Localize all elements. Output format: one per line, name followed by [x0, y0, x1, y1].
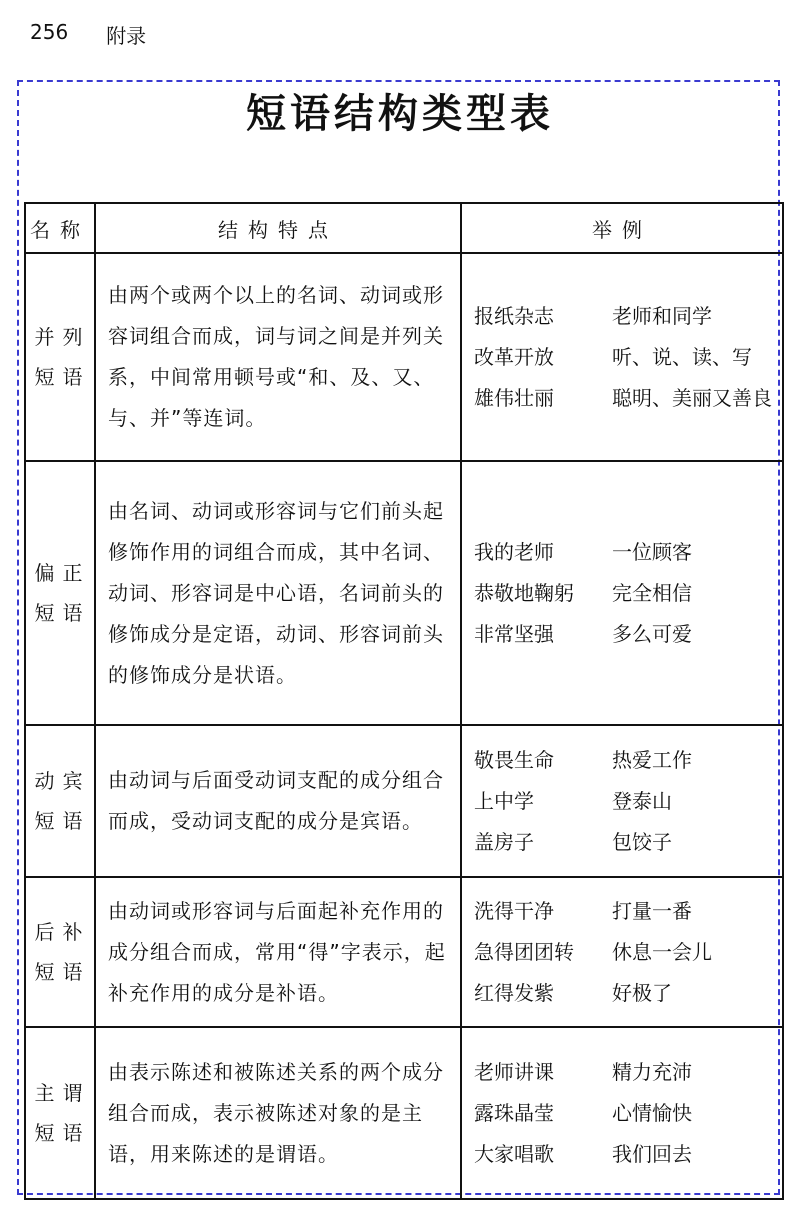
example-item: 休息一会儿	[612, 939, 712, 964]
example-line	[474, 1093, 776, 1134]
row-name-line: 短语	[34, 960, 91, 984]
example-line	[474, 378, 776, 419]
example-item: 一位顾客	[612, 539, 692, 564]
phrase-structure-table	[24, 202, 784, 1200]
table-row	[25, 725, 783, 877]
row-name	[25, 253, 95, 461]
section-label: 附录	[106, 24, 147, 48]
example-item: 老师讲课	[474, 1059, 554, 1084]
example-item: 我的老师	[474, 539, 554, 564]
example-item: 上中学	[474, 788, 534, 813]
example-item: 听、说、读、写	[612, 344, 752, 369]
row-name	[25, 725, 95, 877]
row-examples	[461, 253, 783, 461]
example-item: 心情愉快	[612, 1100, 692, 1125]
example-item: 登泰山	[612, 788, 672, 813]
example-item: 洗得干净	[474, 898, 554, 923]
example-line	[474, 973, 776, 1014]
example-item: 精力充沛	[612, 1059, 692, 1084]
table-row	[25, 461, 783, 725]
row-name-line: 后补	[34, 920, 91, 944]
row-description: 由表示陈述和被陈述关系的两个成分组合而成，表示被陈述对象的是主语，用来陈述的是谓语。	[95, 1027, 461, 1199]
row-name-line: 短语	[34, 601, 91, 625]
example-item: 大家唱歌	[474, 1141, 554, 1166]
row-name-line: 偏正	[34, 561, 91, 585]
row-examples	[461, 877, 783, 1027]
example-line	[474, 822, 776, 863]
row-name-line: 主谓	[34, 1081, 91, 1105]
example-item: 打量一番	[612, 898, 692, 923]
header-name: 名称	[25, 203, 95, 253]
row-name-line: 短语	[34, 365, 91, 389]
row-description: 由动词与后面受动词支配的成分组合而成，受动词支配的成分是宾语。	[95, 725, 461, 877]
example-line	[474, 740, 776, 781]
example-item: 雄伟壮丽	[474, 385, 554, 410]
row-name-line: 短语	[34, 1121, 91, 1145]
row-description: 由名词、动词或形容词与它们前头起修饰作用的词组合而成，其中名词、动词、形容词是中心语，名词前头的修饰成分是定语，动词、形容词前头的修饰成分是状语。	[95, 461, 461, 725]
example-item: 老师和同学	[612, 303, 712, 328]
example-line	[474, 573, 776, 614]
example-item: 急得团团转	[474, 939, 574, 964]
row-name	[25, 877, 95, 1027]
row-description: 由两个或两个以上的名词、动词或形容词组合而成，词与词之间是并列关系，中间常用顿号或“和、及、又、与、并”等连词。	[95, 253, 461, 461]
example-line	[474, 296, 776, 337]
example-line	[474, 1134, 776, 1175]
row-name	[25, 1027, 95, 1199]
header-features: 结构特点	[95, 203, 461, 253]
row-name-line: 短语	[34, 809, 91, 833]
example-item: 热爱工作	[612, 747, 692, 772]
example-item: 恭敬地鞠躬	[474, 580, 574, 605]
example-item: 完全相信	[612, 580, 692, 605]
example-line	[474, 614, 776, 655]
example-item: 改革开放	[474, 344, 554, 369]
example-line	[474, 932, 776, 973]
example-item: 好极了	[612, 980, 672, 1005]
example-line	[474, 532, 776, 573]
example-item: 敬畏生命	[474, 747, 554, 772]
page-header	[30, 20, 146, 49]
table-header-row	[25, 203, 783, 253]
example-item: 报纸杂志	[474, 303, 554, 328]
row-name-line: 动宾	[34, 769, 91, 793]
row-examples	[461, 461, 783, 725]
example-item: 非常坚强	[474, 621, 554, 646]
page-number: 256	[30, 20, 69, 44]
row-examples	[461, 725, 783, 877]
row-description: 由动词或形容词与后面起补充作用的成分组合而成，常用“得”字表示，起补充作用的成分是补语。	[95, 877, 461, 1027]
row-name-line: 并列	[34, 325, 91, 349]
header-examples: 举例	[461, 203, 783, 253]
table-row	[25, 253, 783, 461]
example-line	[474, 781, 776, 822]
example-item: 露珠晶莹	[474, 1100, 554, 1125]
table-row	[25, 1027, 783, 1199]
row-name	[25, 461, 95, 725]
example-item: 聪明、美丽又善良	[612, 385, 772, 410]
row-examples	[461, 1027, 783, 1199]
example-line	[474, 337, 776, 378]
example-item: 包饺子	[612, 829, 672, 854]
table-row	[25, 877, 783, 1027]
example-item: 盖房子	[474, 829, 534, 854]
example-item: 多么可爱	[612, 621, 692, 646]
example-item: 红得发紫	[474, 980, 554, 1005]
example-line	[474, 891, 776, 932]
example-line	[474, 1052, 776, 1093]
page-title: 短语结构类型表	[246, 91, 554, 137]
example-item: 我们回去	[612, 1141, 692, 1166]
